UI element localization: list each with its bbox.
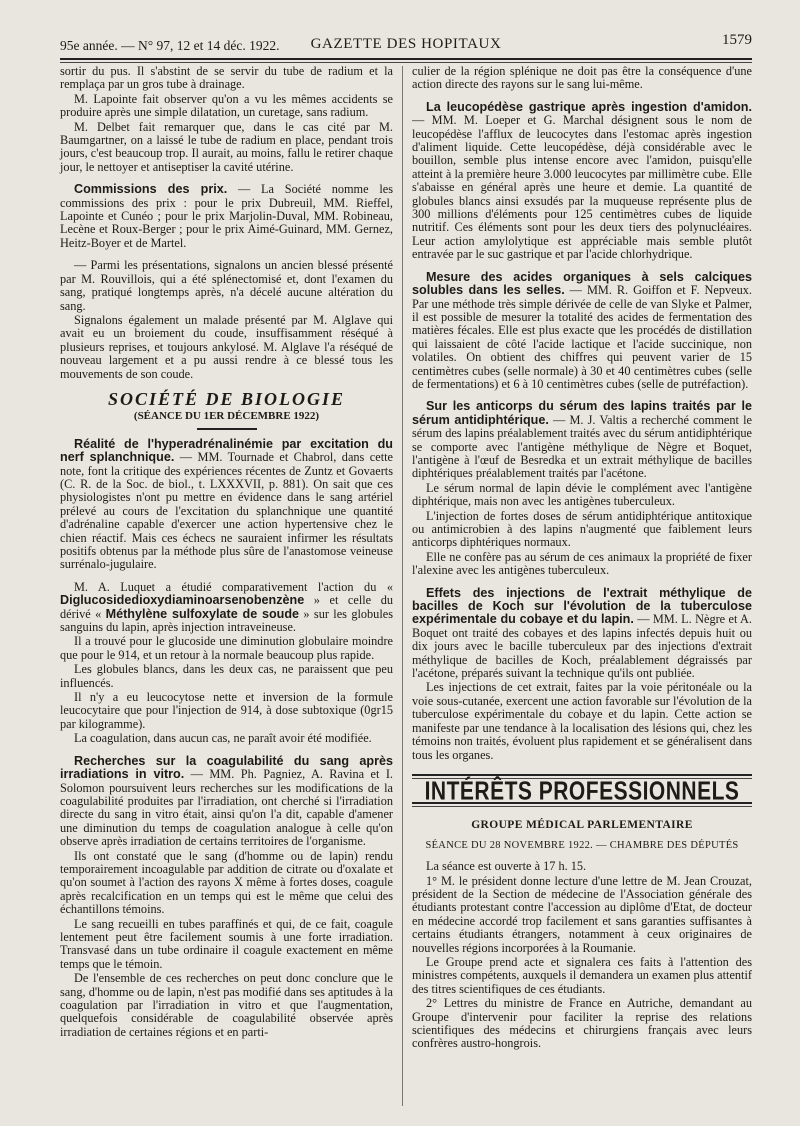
paragraph: — Parmi les présentations, signalons un ancien blessé présenté par M. Rouvillois, qui a été splénectomisé et, dont l'examen du sang, pratiqué longtemps après, n'a décelé aucune altération du sang.	[60, 258, 393, 313]
paragraph: M. Lapointe fait observer qu'on a vu les mêmes accidents se produire après une simple dilatation, un curetage, sans radium.	[60, 91, 393, 120]
article-heading: Sur les anticorps du sérum des lapins traités par le sérum antidiphtérique.	[412, 399, 752, 427]
section-subtitle: (SÉANCE DU 1ER DÉCEMBRE 1922)	[133, 410, 320, 423]
article-heading: Recherches sur la coagulabilité du sang après irradiations in vitro.	[60, 753, 393, 782]
paragraph: Le Groupe prend acte et signalera ces faits à l'attention des ministres compétents, auxquels il demandera un examen plus attentif des titres scientifiques de ces étudiants.	[412, 954, 752, 996]
paragraph: Effets des injections de l'extrait méthylique de bacilles de Koch sur l'évolution de la tuberculose expérimentale du cobaye et du lapin. — MM. L. Nègre et A. Boquet ont traité des cobayes et des lapins infectés depuis huit ou dix jours avec le bacille tuberculeux par des injections d'extrait méthylique de bacilles de Koch, préalablement dégraissés par l'acétone, préparés suivant la technique qu'ils ont publiée.	[412, 585, 752, 681]
paragraph: La coagulation, dans aucun cas, ne paraît avoir été modifiée.	[74, 731, 372, 746]
paragraph: Il a trouvé pour le glucoside une diminution globulaire moindre que pour le 914, et un retour à la normale beaucoup plus rapide.	[60, 634, 393, 662]
session-line: SÉANCE DU 28 NOVEMBRE 1922. — CHAMBRE DES DÉPUTÉS	[425, 839, 739, 851]
paragraph: Les globules blancs, dans les deux cas, ne paraissent que peu influencés.	[60, 662, 393, 690]
article-heading: Méthylène sulfoxylate de soude	[105, 606, 300, 621]
paragraph: De l'ensemble de ces recherches on peut donc conclure que le sang, d'homme ou de lapin, n'est pas modifié dans ses aptitudes à la coagulation par l'irradiation in vitro et que l'augmentation, quelquefois considérable de coagulabilité observée après irradiation de certaines régions et en parti-	[60, 971, 393, 1039]
paragraph: Sur les anticorps du sérum des lapins traités par le sérum antidiphtérique. — M. J. Valtis a recherché comment le sérum des lapins préalablement traités avec du sérum antidiphtérique se comporte avec l'antigène méthylique de Nègre et Boquet, l'antigène à l'œuf de Besredka et un extrait méthylique de bacilles diphtériques préalablement traités par l'acétone.	[412, 399, 752, 481]
section-title: SOCIÉTÉ DE BIOLOGIE	[107, 388, 346, 409]
article-heading: Effets des injections de l'extrait méthylique de bacilles de Koch sur l'évolution de la tuberculose expérimentale du cobaye et du lapin.	[412, 585, 752, 627]
paragraph: La séance est ouverte à 17 h. 15.	[426, 859, 587, 874]
column-separator	[402, 66, 403, 1106]
paragraph: Elle ne confère pas au sérum de ces animaux la propriété de fixer l'alexine avec les antigènes tuberculeux.	[412, 549, 752, 578]
paragraph: Le sang recueilli en tubes paraffinés et qui, de ce fait, coagule lentement peut être facilement soumis à une forte irradiation. Transvasé dans un tube ordinaire il coagule exactement en même temps que le témoin.	[60, 916, 393, 971]
paragraph: Il n'y a eu leucocytose nette et inversion de la formule leucocytaire que pour l'injection de 914, à dose subtoxique (0gr15 par kilogramme).	[60, 690, 393, 731]
paragraph: Commissions des prix. — La Société nomme les commissions des prix : pour le prix Dubreuil, MM. Rieffel, Lapointe et Cunéo ; pour le prix Marjolin-Duval, MM. Robineau, Lecène et Roux-Berger ; pour le prix Aimé-Guinard, MM. Gernez, Heitz-Boyer et de Martel.	[60, 182, 393, 250]
journal-title: GAZETTE DES HOPITAUX	[310, 36, 502, 52]
paragraph: M. Delbet fait remarquer que, dans le cas cité par M. Baumgartner, on a laissé le tube de radium en place, pendant trois jours, c'est beaucoup trop. Il aurait, au moins, fallu le retirer chaque jour, le nettoyer et antiseptiser la cavité utérine.	[60, 119, 393, 174]
article-heading: La leucopédèse gastrique après ingestion d'amidon.	[426, 99, 752, 114]
section-rule	[197, 428, 257, 430]
professional-interests-banner	[412, 774, 752, 807]
issue-info: 95e année. — N° 97, 12 et 14 déc. 1922.	[60, 38, 280, 53]
paragraph: M. A. Luquet a étudié comparativement l'action du « Diglucosidedioxydiaminoarsenobenzène » et celle du dérivé « Méthylène sulfoxylate de soude » sur les globules sanguins du lapin, après injection intraveineuse.	[60, 579, 393, 635]
header-rule	[60, 58, 752, 60]
left-column	[60, 65, 393, 1040]
right-column	[412, 65, 752, 1052]
paragraph: Ils ont constaté que le sang (d'homme ou de lapin) rendu temporairement incoagulable par addition de citrate ou d'oxalate et qu'on soumet à l'action des rayons X même à fortes doses, coagule après recalcification en un temps qui est le même que celui des échantillons témoins.	[60, 848, 393, 917]
paragraph: Signalons également un malade présenté par M. Alglave qui avait eu un broiement du coude, insuffisamment réséqué à plusieurs reprises, et toujours ankylosé. M. Alglave l'a réséqué de nouveau largement et a pu aussi rendre à ce blessé tous les mouvements de son coude.	[60, 312, 393, 381]
paragraph: Recherches sur la coagulabilité du sang après irradiations in vitro. — MM. Ph. Pagniez, A. Ravina et I. Solomon poursuivent leurs recherches sur les modifications de la coagulabilité produites par l'irradiation, ont cherché si l'irradiation directe du sang in vitro était, ainsi qu'on l'a dit, capable d'amener une diminution du temps de coagulation analogue à celle qu'on observe après irradiation de certains territoires de l'organisme.	[60, 753, 394, 849]
group-title: GROUPE MÉDICAL PARLEMENTAIRE	[471, 819, 693, 832]
paragraph: L'injection de fortes doses de sérum antidiphtérique antitoxique ou antimicrobien à des lapins n'augmenté que faiblement leurs anticorps diphtériques normaux.	[412, 508, 752, 550]
banner-title: INTÉRÊTS PROFESSIONNELS	[424, 776, 740, 806]
header-rule-thin	[60, 62, 752, 63]
paragraph: sortir du pus. Il s'abstint de se servir du tube de radium et la remplaça par un gros tube à drainage.	[60, 64, 393, 92]
paragraph: Mesure des acides organiques à sels calciques solubles dans les selles. — MM. R. Goiffon et F. Nepveux. Par une méthode très simple dérivée de celle de van Slyke et Palmer, il est possible de mesurer la totalité des acides de fermentation des matières fécales. Elle est plus exacte que les procédés de distillation qui laissaient de côté l'acide lactique et l'acide succinique, non volatiles. On obtient des chiffres qui peuvent varier de 15 centimètres cubes (selle normale) à 30 et 40 centimètres cubes (selle de fermentations) et 6 à 10 centimètres cubes (selle de putréfaction).	[412, 269, 753, 391]
paragraph: 2° Lettres du ministre de France en Autriche, demandant au Groupe d'intervenir pour faciliter la reprise des relations scientifiques des médecins et chirurgiens français avec leurs confrères austro-hongrois.	[412, 996, 752, 1051]
article-heading: Commissions des prix.	[74, 182, 228, 197]
paragraph: Les injections de cet extrait, faites par la voie péritonéale ou la voie sous-cutanée, exercent une action favorable sur l'évolution de la tuberculose expérimentale du cobaye et du lapin. Cette action se manifeste par une tendance à la localisation des lésions qui, chez les témoins non traités, évoluent plus rapidement et se généralisent dans tous les organes.	[412, 680, 752, 762]
article-heading: Diglucosidedioxydiaminoarsenobenzène	[60, 593, 305, 608]
article-heading: Mesure des acides organiques à sels calciques solubles dans les selles.	[412, 269, 752, 298]
paragraph: Le sérum normal de lapin dévie le complément avec l'antigène diphtérique, mais non avec les antigènes tuberculeux.	[412, 480, 752, 509]
page-number: 1579	[722, 32, 752, 48]
paragraph: culier de la région splénique ne doit pas être la conséquence d'une action directe des rayons sur le sang lui-même.	[412, 64, 752, 92]
article-heading: Réalité de l'hyperadrénalinémie par excitation du nerf splanchnique.	[60, 436, 393, 465]
paragraph: Réalité de l'hyperadrénalinémie par excitation du nerf splanchnique. — MM. Tournade et Chabrol, dans cette note, font la critique des expériences récentes de Zuntz et Govaerts (C. R. de la Soc. de biol., t. LXXXVII, p. 881). On sait que ces physiologistes n'ont pu mettre en évidence dans le sang artériel prélevé au cours de l'excitation du splanchnique une quantité d'adrénaline capable d'exercer une action hypertensive chez le chien réactif. Mais ces échecs ne sauraient infirmer les résultats positifs obtenus par la méthode plus sûre de l'anastomose veineuse surrénalo-jugulaire.	[60, 436, 393, 572]
page-header	[60, 30, 752, 56]
paragraph: La leucopédèse gastrique après ingestion d'amidon. — MM. M. Loeper et G. Marchal désignent sous le nom de leucopédèse l'afflux de leucocytes dans l'estomac après ingestion d'aliment liquide. Cette leucopédèse, déjà considérable avec le bouillon, semble plus intense encore avec l'amidon, puisqu'elle atteint à la première heure 3.000 leucocytes par millimètre cube. Elle s'abaisse en général après une heure et demie. La quantité de globules blancs ainsi exsudés par la muqueuse représente plus de 300 millions d'éléments pour 125 centimètres cubes de liquide nutritif. Ces éléments sont pour les deux tiers des polynucléaires. Leur action amylolytique est appréciable mais semble plutôt entravée par le suc gastrique et par l'acide chlorhydrique.	[412, 99, 752, 262]
paragraph: 1° M. le président donne lecture d'une lettre de M. Jean Crouzat, président de la Section de médecine de l'Association générale des étudiants protestant contre l'accession au diplôme d'Etat, de docteur en médecine accordé trop facilement et sans garanties suffisantes à certains étudiants étrangers, notamment à ceux originaires de nouvelles régions incorporées à la Roumanie.	[412, 873, 752, 955]
